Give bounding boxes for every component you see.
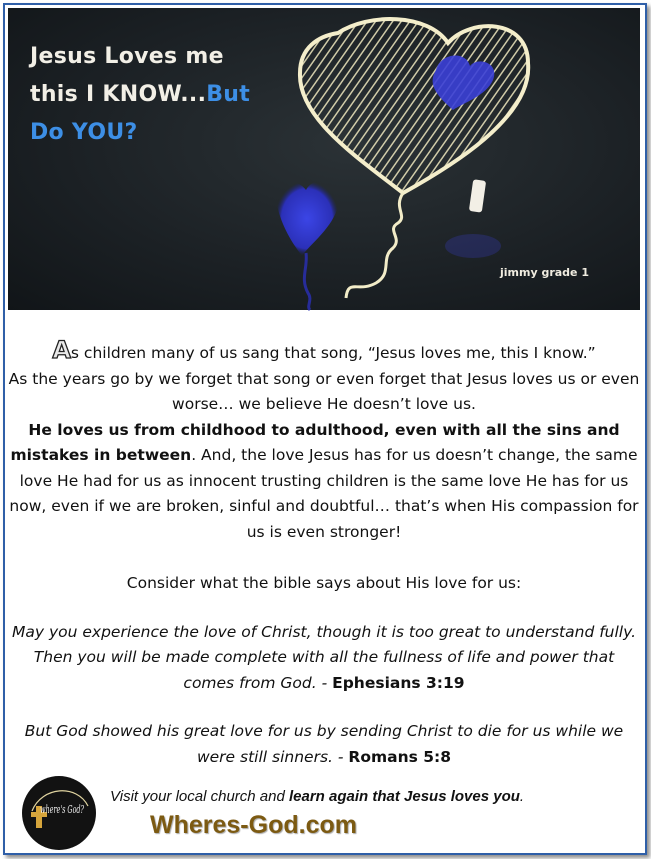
drop-cap: A: [52, 336, 71, 364]
visit-bold: learn again that Jesus loves you: [288, 788, 520, 805]
visit-suffix: .: [519, 788, 525, 805]
verse-text: But God showed his great love for us by sending Christ to die for us while we were still sinners.: [24, 722, 624, 766]
consider-line: Consider what the bible says about His love for us:: [126, 574, 522, 592]
logo-emblem: [22, 776, 96, 850]
verse-ephesians: [8, 620, 640, 697]
love-paragraph: [8, 418, 640, 546]
blue-heart-lower: [275, 181, 339, 310]
body-text: [8, 338, 640, 770]
website-link[interactable]: Wheres-God.com: [150, 811, 357, 839]
love-bold-statement: He loves us from childhood to adulthood, even with all the sins and mistakes in between: [10, 420, 620, 464]
intro-line-1: s children many of us sang that song, “Jesus loves me, this I know.”: [70, 344, 596, 362]
intro-line-2: As the years go by we forget that song or even forget that Jesus loves us or even worse… we believe He doesn’t love us.: [8, 369, 640, 413]
balloon-string: [346, 193, 403, 298]
headline-line-1: Jesus Loves me: [30, 44, 224, 69]
logo-wordmark: where's God?: [40, 803, 85, 816]
headline-line-3: Do YOU?: [30, 120, 138, 145]
headline-line-2: this I KNOW...: [30, 82, 207, 107]
verse-reference: Romans 5:8: [348, 747, 452, 766]
artist-signature: jimmy grade 1: [500, 266, 590, 279]
verse-separator: -: [332, 747, 349, 766]
intro-paragraph: [8, 338, 640, 367]
visit-church-line: [110, 788, 524, 805]
banner-headline: [30, 38, 250, 152]
visit-prefix: Visit your local church and: [110, 788, 289, 805]
verse-romans: [8, 719, 640, 770]
chalkboard-banner: [8, 8, 640, 310]
verse-text: May you experience the love of Christ, though it is too great to understand fully. Then you will be made complete with all the fullness of life and power that comes from God.: [11, 622, 637, 692]
love-rest: . And, the love Jesus has for us doesn’t change, the same love He had for us as innocent trusting children is the same love He has for us now, even if we are broken, sinful and doubtful… that’s when His compassion for us is even stronger!: [9, 446, 639, 541]
headline-line-2-accent: But: [206, 82, 251, 107]
wheres-god-logo[interactable]: [22, 776, 96, 850]
big-chalk-heart: [300, 19, 528, 193]
chalk-stick: [469, 179, 486, 212]
verse-reference: Ephesians 3:19: [332, 673, 465, 692]
verse-separator: -: [316, 673, 333, 692]
